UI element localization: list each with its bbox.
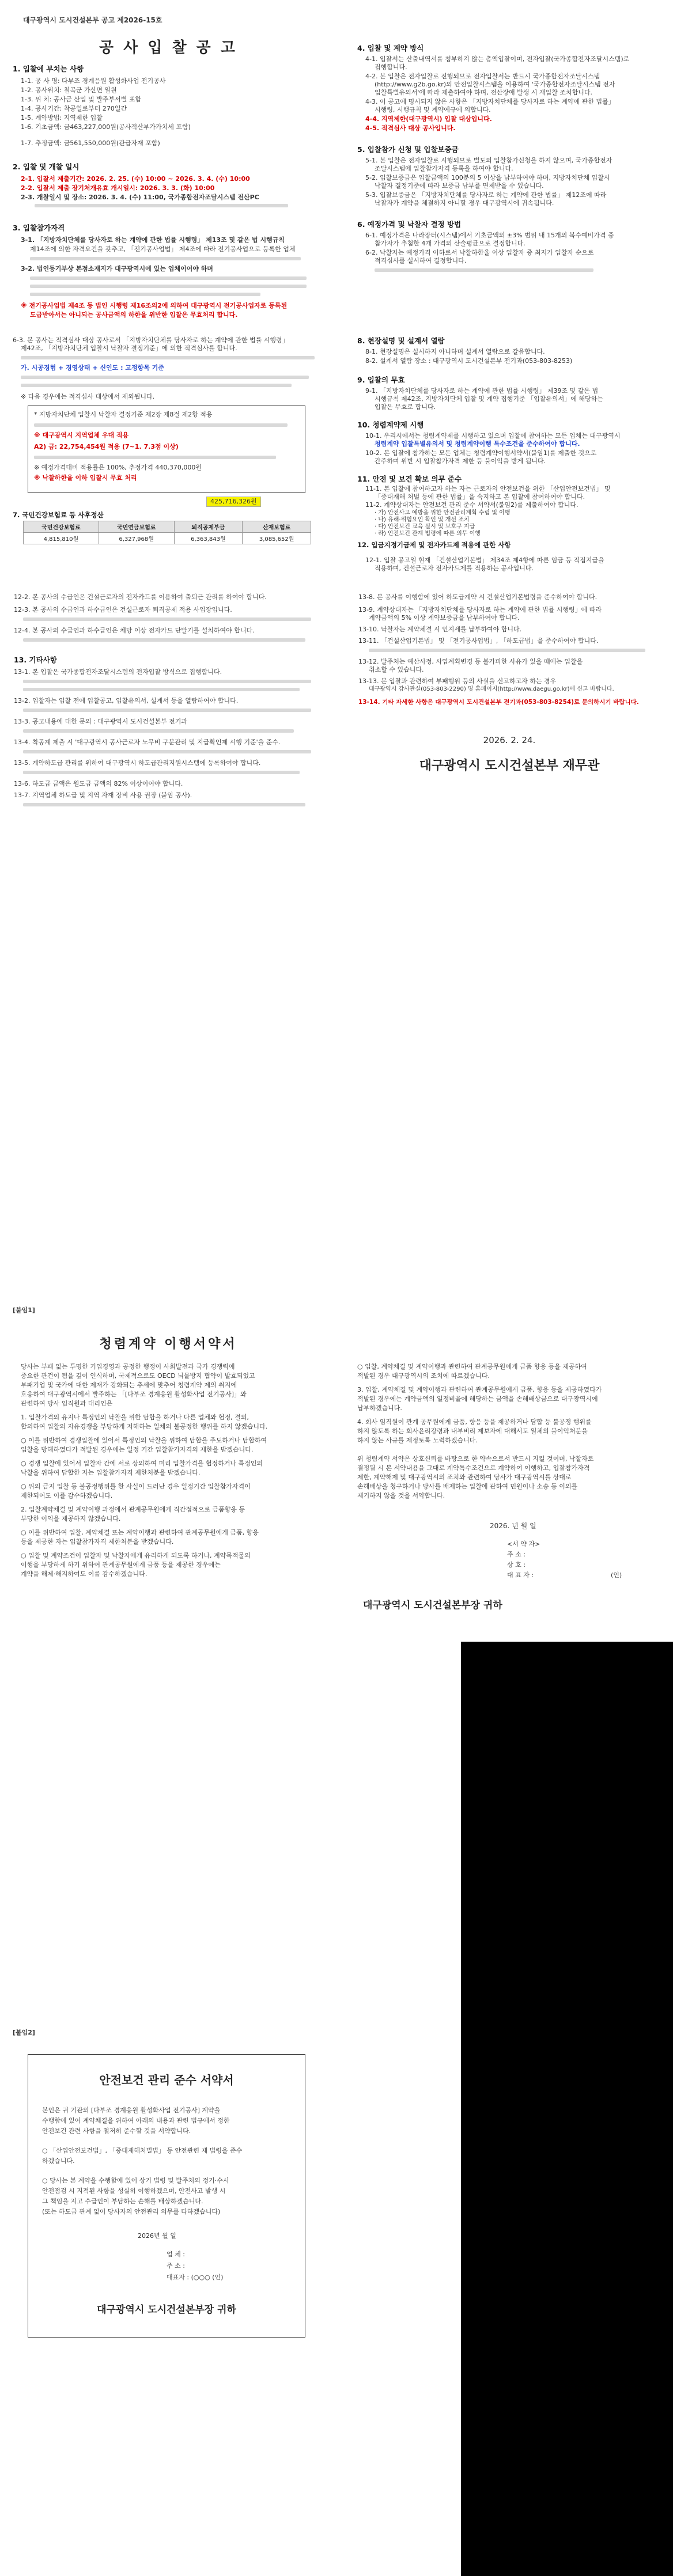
box-line: ※ 낙찰하한율 이하 입찰시 무효 처리 (34, 474, 137, 482)
s6-3-line: 6-3. 본 공사는 적격심사 대상 공사로서 「지방자치단체를 당사자로 하는 계약에 관한 법률 시행령」 (13, 336, 289, 344)
annex1-line: 1. 입찰가격의 유지나 특정인의 낙찰을 위한 담합을 하거나 다른 업체와 협정, 결의, (21, 1414, 249, 1421)
annex1-line: 4. 회사 임직원이 관계 공무원에게 금품, 향응 등을 제공하거나 담합 등 불공정 행위를 (357, 1418, 592, 1426)
cont-line: 계약금액의 5% 이상 계약보증금을 납부하여야 합니다. (369, 614, 520, 622)
annex1-line: ○ 입찰 및 계약조건이 입찰자 및 낙찰자에게 유리하게 되도록 하거나, 계약목적물의 (21, 1552, 251, 1559)
annex1-line: 2. 입찰계약체결 및 계약이행 과정에서 관계공무원에게 직간접적으로 금품향응 등 (21, 1506, 245, 1513)
cont-line: 12-4. 본 공사의 수급인과 하수급인은 체당 이상 전자카드 단말기를 설치하여야 합니다. (14, 627, 255, 634)
insurance-table (23, 521, 311, 544)
notice-page-2 (0, 553, 673, 1296)
annex2-title: 안전보건 관리 준수 서약서 (99, 2073, 234, 2087)
section-13-heading: 13. 기타사항 (14, 656, 57, 664)
s10-line: 10-1. 우리시에서는 청렴계약제를 시행하고 있으며 입찰에 참여하는 모든 업체는 대구광역시 (365, 432, 621, 440)
dark-block (461, 1642, 673, 2016)
s11-line: 11-2. 계약상대자는 안전보건 관리 준수 서약서(붙임2)를 제출하여야 합니다. (365, 501, 579, 509)
annex1-line: 하지 않도록 하는 회사윤리강령과 내부비리 제보자에 대해서도 일체의 불이익처분을 (357, 1427, 588, 1435)
redacted-line (369, 649, 645, 652)
notice-date: 2026. 2. 24. (483, 735, 536, 745)
s12-line: 12-1. 입찰 공고일 현재 「건설산업기본법」 제34조 제4항에 따른 임금 등 직접지급을 (365, 556, 604, 564)
section-6-heading: 6. 예정가격 및 낙찰자 결정 방법 (357, 220, 462, 229)
annex1-line: ○ 경쟁 입찰에 있어서 입찰자 간에 서로 상의하여 미리 입찰가격을 협정하거나 특정인의 (21, 1460, 263, 1467)
s1-line: 1-2. 공사위치: 칠곡군 가산면 일원 (21, 86, 117, 94)
annex2-line: ○ 「산업안전보건법」, 「중대재해처벌법」 등 안전관련 제 법령을 준수 (42, 2147, 243, 2154)
annex1-line: 3. 입찰, 계약체결 및 계약이행과 관련하여 관계공무원에게 금품, 향응 등을 제공하였다가 (357, 1386, 602, 1393)
annex2-line: ○ 당사는 본 계약을 수행함에 있어 상기 법령 및 발주처의 정기·수시 (42, 2177, 229, 2184)
annex1-line: 하지 않는 사규를 제정토록 노력하겠습니다. (357, 1437, 478, 1444)
s8-line: 8-1. 현장설명은 실시하지 아니하며 설계서 열람으로 갈음합니다. (365, 348, 545, 355)
s3-line: 제14조에 의한 자격요건을 갖추고, 「전기공사업법」 제4조에 따라 전기공사업으로 등록한 업체 (30, 245, 296, 253)
annex2-line: 안전점검 시 지적된 사항을 성실히 이행하겠으며, 안전사고 발생 시 (42, 2187, 226, 2195)
sign-label: 주 소 : (507, 1551, 525, 1558)
sign-label: 업 체 : (167, 2251, 185, 2258)
redacted-line (23, 638, 305, 642)
section-2-heading: 2. 입찰 및 개찰 일시 (13, 162, 80, 171)
redacted-line (34, 423, 288, 427)
cont-line: 13-8. 본 공사를 이행함에 있어 하도급계약 시 건설산업기본법령을 준수하여야 합니다. (358, 593, 598, 601)
redacted-line (21, 356, 315, 359)
s11-line: 「중대재해 처벌 등에 관한 법률」을 숙지하고 본 입찰에 참여하여야 합니다. (375, 493, 585, 501)
notice-signature: 대구광역시 도시건설본부 재무관 (419, 759, 600, 773)
annex1-line: 제기하지 않을 것을 서약합니다. (357, 1492, 445, 1499)
redacted-line (23, 688, 300, 691)
s5-line: 5-2. 입찰보증금은 입찰금액의 100분의 5 이상을 납부하여야 하며, 지방자치단체 입찰시 (365, 174, 610, 181)
s6-line: 6-1. 예정가격은 나라장터(시스템)에서 기초금액의 ±3% 범위 내 15개의 복수예비가격 중 (365, 232, 614, 239)
annex2-line: (또는 하도급 관계 없이 당사자의 안전관리 의무를 다하겠습니다) (42, 2208, 221, 2215)
table-cell: 6,327,968원 (99, 533, 174, 544)
s8-line: 8-2. 설계서 열람 장소 : 대구광역시 도시건설본부 전기과(053-803-8253) (365, 357, 573, 365)
table-cell: 3,085,652원 (243, 533, 311, 544)
annex1-line: 위 청렴계약 서약은 상호신뢰를 바탕으로 한 약속으로서 반드시 지킬 것이며, 낙찰자로 (357, 1455, 594, 1463)
annex1-line: ○ 위의 금지 입찰 등 불공정행위를 한 사실이 드러난 경우 일정기간 입찰참가자격이 (21, 1483, 251, 1490)
s5-line: 5-1. 본 입찰은 전자입찰로 시행되므로 별도의 입찰참가신청을 하지 않으며, 국가종합전자 (365, 157, 612, 164)
table-header: 국민연금보험료 (99, 521, 174, 533)
s2-line: 2-3. 개찰일시 및 장소: 2026. 3. 4. (수) 11:00, 국가종합전자조달시스템 전산PC (21, 194, 259, 201)
section-11-heading: 11. 안전 및 보건 확보 의무 준수 (357, 475, 462, 483)
s1-line: 1-5. 계약방법: 지역제한 입찰 (21, 114, 103, 122)
cont-line: 12-3. 본 공사의 수급인과 하수급인은 건설근로자 퇴직공제 적용 사업장입니다. (14, 606, 232, 613)
annex1-line: 낙찰을 위하여 담합한 자는 입찰참가자격 제한처분을 받겠습니다. (21, 1469, 201, 1476)
redacted-line (30, 257, 301, 260)
s6-3-line: ※ 다음 경우에는 적격심사 대상에서 제외됩니다. (21, 393, 155, 400)
s4-line: 4-5. 적격심사 대상 공사입니다. (365, 124, 456, 132)
cont-line: 13-12. 발주처는 예산사정, 사업계획변경 등 불가피한 사유가 있을 때에는 입찰을 (358, 658, 583, 665)
annex1-label: [붙임1] (13, 1306, 35, 1314)
highlight-amount: 425,716,326원 (206, 497, 261, 507)
section-8-heading: 8. 현장설명 및 설계서 열람 (357, 336, 445, 345)
annex1-line: 호응하여 대구광역시에서 발주하는 「[다부조 경계응원 활성화사업 전기공사]」와 (21, 1391, 247, 1398)
s12-line: 적용하며, 건설근로자 전자카드제를 적용하는 공사입니다. (375, 565, 534, 572)
section-12-heading: 12. 입금지정기금제 및 전자카드제 적용에 관한 사항 (357, 541, 511, 549)
annex2-label: [붙임2] (13, 2029, 35, 2036)
redacted-line (30, 285, 307, 288)
annex1-line: ○ 이를 위반하여 경쟁입찰에 있어서 특정인의 낙찰을 위하여 담합을 주도하거나 담합하여 (21, 1437, 267, 1444)
s3-line: 3-1. 「지방자치단체를 당사자로 하는 계약에 관한 법률 시행령」 제13조 및 같은 법 시행규칙 (21, 236, 285, 244)
annex1-line: 납부하겠습니다. (357, 1404, 402, 1412)
s3-line: ※ 전기공사업법 제4조 등 법인 시행령 제16조의2에 의하여 대구광역시 전기공사업자로 등록된 (21, 302, 288, 309)
s11-line: · 나) 유해·위험요인 확인 및 개선 조치 (375, 517, 470, 523)
cont-line: 13-13. 본 입찰과 관련하여 부패행위 등의 사실을 신고하고자 하는 경우 (358, 677, 557, 685)
redacted-line (23, 803, 305, 806)
section-5-heading: 5. 입찰참가 신청 및 입찰보증금 (357, 145, 459, 154)
annex1-addressee: 대구광역시 도시건설본부장 귀하 (363, 1600, 502, 1611)
annex1-line: 제한, 계약해제 및 대구광역시의 조치와 관련하여 당사가 대구광역시를 상대로 (357, 1473, 572, 1481)
s9-line: 입찰은 무효로 합니다. (375, 403, 436, 411)
annex1-line: 부패기업 및 국가에 대한 제재가 강화되는 추세에 맞추어 청렴계약 제의 취지에 (21, 1381, 237, 1389)
s4-line: 4-2. 본 입찰은 전자입찰로 진행되므로 전자입찰서는 반드시 국가종합전자조달시스템 (365, 73, 600, 80)
redacted-line (23, 729, 294, 733)
annex2-page (0, 2016, 673, 2576)
annex1-line: ○ 입찰, 계약체결 및 계약이행과 관련하여 관계공무원에게 금품 향응 등을 제공하여 (357, 1363, 587, 1370)
annex2-date: 2026년 월 일 (138, 2232, 176, 2240)
table-cell: 4,815,810원 (24, 533, 99, 544)
annex1-line: 적발된 경우 대구광역시의 조치에 따르겠습니다. (357, 1372, 490, 1380)
cont-line: 취소할 수 있습니다. (369, 666, 424, 673)
seal-mark: (인) (611, 1571, 622, 1579)
s3-line: 3-2. 법인등기부상 본점소재지가 대구광역시에 있는 업체이어야 하며 (21, 265, 213, 272)
annex1-title: 청렴계약 이행서약서 (99, 1337, 237, 1351)
sign-label: 대 표 자 : (507, 1571, 534, 1579)
s5-line: 낙찰자가 계약을 체결하지 아니할 경우 대구광역시에 귀속됩니다. (375, 199, 554, 207)
s6-line: 6-2. 낙찰자는 예정가격 이하로서 낙찰하한율 이상 입찰자 중 최저가 입찰자 순으로 (365, 249, 594, 256)
cont-line: 13-2. 입찰자는 입찰 전에 입찰공고, 입찰유의서, 설계서 등을 열람하여야 합니다. (14, 697, 239, 704)
table-header: 국민건강보험료 (24, 521, 99, 533)
redacted-line (23, 750, 311, 753)
redacted-line (35, 204, 288, 207)
cont-line: 13-9. 계약상대자는 「지방자치단체를 당사자로 하는 계약에 관한 법률 시행령」에 따라 (358, 606, 602, 613)
sign-label: 상 호 : (507, 1561, 525, 1569)
redacted-line (23, 771, 300, 774)
cont-line: 13-1. 본 입찰은 국가종합전자조달시스템의 전자입찰 방식으로 집행합니다. (14, 668, 222, 676)
annex1-line: 계약을 해제·해지하여도 이를 감수하겠습니다. (21, 1570, 148, 1578)
annex2-frame (28, 2054, 305, 2338)
s1-line: 1-1. 공 사 명: 다부조 경계응원 활성화사업 전기공사 (21, 77, 166, 85)
s4-line: 4-3. 이 공고에 명시되지 않은 사항은 「지방자치단체를 당사자로 하는 계약에 관한 법률」 (365, 98, 615, 105)
annex1-line: 입찰을 방해하였다가 적발된 경우에는 일정 기간 입찰참가자격의 제한을 받겠습니다. (21, 1446, 254, 1453)
criteria-box (28, 406, 305, 493)
annex1-line: 당사는 부패 없는 투명한 기업경영과 공정한 행정이 사회발전과 국가 경쟁력에 (21, 1363, 235, 1370)
s6-line: 참가자가 추첨한 4개 가격의 산술평균으로 결정합니다. (375, 240, 525, 247)
cont-line: 13-7. 지역업체 하도급 및 지역 자재 장비 사용 권장 (붙임 공사). (14, 791, 192, 799)
annex1-page (0, 1296, 673, 2016)
s6-line: 적격심사를 실시하여 결정합니다. (375, 257, 467, 264)
s2-line: 2-1. 입찰서 제출기간: 2026. 2. 25. (수) 10:00 ~ 2026. 3. 4. (수) 10:00 (21, 175, 250, 183)
s11-line: · 라) 안전보건 관계 법령에 따른 의무 이행 (375, 531, 481, 537)
redacted-line (21, 384, 292, 387)
annex2-line: 하겠습니다. (42, 2157, 75, 2165)
redacted-line (375, 268, 593, 272)
table-header: 퇴직공제부금 (174, 521, 243, 533)
s1-line: 1-3. 위 치: 공사금 산입 및 발주부서별 포함 (21, 96, 142, 103)
s3-line: 도급받아서는 아니되는 공사금액의 하한을 위반한 입찰은 무효처리 합니다. (30, 311, 238, 319)
redacted-line (23, 618, 311, 621)
sign-label: 주 소 : (167, 2262, 185, 2270)
cont-line: 13-11. 「건설산업기본법」 및 「전기공사업법」, 「하도급법」을 준수하여야 합니다. (358, 637, 599, 645)
s4-line: 4-4. 지역제한(대구광역시) 입찰 대상입니다. (365, 115, 492, 123)
s1-line: 1-6. 기초금액: 금463,227,000원(공사적산부가가치세 포함) (21, 123, 191, 131)
s1-line: 1-7. 추정금액: 금561,550,000원(관급자재 포함) (21, 139, 160, 147)
s10-line: 10-2. 본 입찰에 참가하는 모든 업체는 청렴계약이행서약서(붙임1)를 제출한 것으로 (365, 449, 597, 457)
s4-line: (http://www.g2b.go.kr)의 안전입찰시스템을 이용하여 '국가종합전자조달시스템 전자 (375, 81, 615, 88)
annex1-line: 제한되어도 이를 감수하겠습니다. (21, 1492, 113, 1499)
annex2-line: 수행함에 있어 계약체결을 위하여 아래의 내용과 관련 법규에서 정한 (42, 2117, 230, 2124)
section-3-heading: 3. 입찰참가자격 (13, 223, 65, 232)
redacted-line (34, 456, 276, 459)
sign-label: 대표자 : (○○○ (인) (167, 2274, 224, 2281)
cont-line: 13-5. 계약하도급 관리를 위하여 대구광역시 하도급관리지원시스템에 등록하여야 합니다. (14, 759, 261, 767)
s10-line: 청렴계약 입찰특별유의서 및 청렴계약이행 특수조건을 준수하여야 합니다. (375, 440, 580, 448)
s5-line: 낙찰자 결정기준에 따라 보증금 납부를 면제받을 수 있습니다. (375, 182, 544, 190)
annex1-line: ○ 이를 위반하여 입찰, 계약체결 또는 계약이행과 관련하여 관계공무원에게 금품, 향응 (21, 1529, 259, 1536)
s11-line: · 가) 안전사고 예방을 위한 안전관리계획 수립 및 이행 (375, 510, 511, 516)
section-4-heading: 4. 입찰 및 계약 방식 (357, 44, 424, 52)
annex1-line: 등을 제공한 자는 입찰참가자격 제한처분을 받겠습니다. (21, 1538, 174, 1545)
box-line: ※ 대구광역시 지역업체 우대 적용 (34, 431, 129, 439)
s5-line: 5-3. 입찰보증금은 「지방자치단체를 당사자로 하는 계약에 관한 법률」 제12조에 따라 (365, 191, 607, 199)
s4-line: 집행합니다. (375, 63, 407, 71)
annex2-line: 본인은 귀 기관의 [다부조 경계응원 활성화사업 전기공사] 계약을 (42, 2107, 221, 2114)
annex1-line: 손해배상을 청구하거나 당사를 배제하는 입찰에 관하여 민원이나 소송 등 이의를 (357, 1483, 578, 1490)
dark-block (461, 2016, 673, 2576)
s4-line: 시행령, 시행규칙 및 계약예규에 의합니다. (375, 106, 491, 113)
redacted-line (21, 376, 309, 379)
box-line: * 지방자치단체 입찰시 낙찰자 결정기준 제2장 제8절 제2항 적용 (34, 411, 213, 418)
section-10-heading: 10. 청렴계약제 시행 (357, 421, 424, 429)
redacted-line (30, 276, 307, 280)
s4-line: 4-1. 입찰서는 산출내역서를 첨부하지 않는 총액입찰이며, 전자입찰(국가종합전자조달시스템)로 (365, 55, 630, 63)
annex1-line: 중요한 관건이 됨을 깊이 인식하며, 국제적으로도 OECD 뇌물방지 협약이 발효되었고 (21, 1372, 255, 1380)
redacted-line (30, 293, 260, 296)
annex1-line: 적발된 경우에는 계약금액의 일정비율에 해당하는 금액을 손해배상금으로 대구광역시에 (357, 1395, 598, 1403)
annex1-line: 결정될 시 본 서약내용을 그대로 계약특수조건으로 계약하여 이행하고, 입찰참가자격 (357, 1464, 590, 1472)
s4-line: 입찰특별유의서'에 따라 제출하여야 하며, 전산장애 발생 시 재입찰 조치합니다. (375, 89, 593, 96)
cont-line: 13-4. 착공계 제출 시 '대구광역시 공사근로자 노무비 구분관리 및 지급확인제 시행 기준'을 준수. (14, 738, 281, 746)
sign-label: <서 약 자> (507, 1540, 540, 1548)
doc-header: 대구광역시 도시건설본부 공고 제2026-15호 (23, 16, 162, 24)
cont-line: 대구광역시 감사관실(053-803-2290) 및 홈페이지(http://www.daegu.go.kr)에 신고 바랍니다. (369, 686, 614, 692)
redacted-line (23, 709, 311, 712)
box-line: ※ 예정가격대비 적용률은 100%, 추정가격 440,370,000원 (34, 464, 202, 471)
annex2-line: 안전보건 관련 사항을 철저히 준수할 것을 서약합니다. (42, 2127, 191, 2135)
cont-line: 13-10. 낙찰자는 계약체결 시 인지세를 납부하여야 합니다. (358, 626, 522, 633)
s11-line: 11-1. 본 입찰에 참여하고자 하는 자는 근로자의 안전보건을 위한 「산업안전보건법」 및 (365, 485, 611, 493)
s6-3-line: 가. 시공경험 + 경영상태 + 신인도 : 고정항목 기준 (21, 364, 164, 372)
annex2-line: 그 책임을 지고 수급인이 부담하는 손해를 배상하겠습니다. (42, 2198, 203, 2205)
s6-3-line: 제42조, 「지방자치단체 입찰시 낙찰자 결정기준」에 의한 적격심사를 합니다. (21, 344, 237, 352)
cont-line: 12-2. 본 공사의 수급인은 건설근로자의 전자카드를 이용하여 출퇴근 관리를 하여야 합니다. (14, 593, 267, 601)
notice-title: 공 사 입 찰 공 고 (99, 39, 237, 56)
cont-line: 13-14. 기타 자세한 사항은 대구광역시 도시건설본부 전기과(053-803-8254)로 문의하시기 바랍니다. (358, 699, 639, 706)
s1-line: 1-4. 공사기간: 착공일로부터 270일간 (21, 105, 127, 112)
s10-line: 간주하며 위반 시 입찰참가자격 제한 등 불이익을 받게 됩니다. (375, 457, 546, 465)
box-line: A2) 금: 22,754,454원 적용 (7~1. 7.3점 이상) (34, 443, 179, 450)
s2-line: 2-2. 입찰서 제출 장기처개유효 개시일시: 2026. 3. 3. (화) 10:00 (21, 184, 215, 192)
annex1-date: 2026. 년 월 일 (490, 1522, 536, 1530)
table-cell: 6,363,843원 (174, 533, 243, 544)
notice-page-1 (0, 0, 673, 553)
annex1-line: 이행을 부당하게 하기 위하여 관계공무원에게 금품 등을 제공한 경우에는 (21, 1561, 221, 1569)
annex2-addressee: 대구광역시 도시건설본부장 귀하 (97, 2304, 236, 2316)
section-1-heading: 1. 입찰에 부치는 사항 (13, 65, 84, 73)
table1-heading: 7. 국민건강보험료 등 사후정산 (13, 511, 104, 519)
s9-line: 시행규칙 제42조, 지방자치단체 입찰 및 계약 집행기준 「입찰유의서」에 해당하는 (375, 395, 603, 403)
annex1-line: 부당한 이익을 제공하지 않겠습니다. (21, 1515, 121, 1522)
s5-line: 조달시스템에 입찰참가자격 등록을 하여야 합니다. (375, 165, 513, 172)
table-header: 산재보험료 (243, 521, 311, 533)
s9-line: 9-1. 「지방자치단체를 당사자로 하는 계약에 관한 법률 시행령」 제39조 및 같은 법 (365, 387, 599, 395)
s11-line: · 다) 안전보건 교육 실시 및 보호구 지급 (375, 524, 475, 530)
section-9-heading: 9. 입찰의 무효 (357, 376, 405, 384)
cont-line: 13-6. 하도급 금액은 원도급 금액의 82% 이상이어야 합니다. (14, 780, 183, 787)
cont-line: 13-3. 공고내용에 대한 문의 : 대구광역시 도시건설본부 전기과 (14, 718, 188, 725)
annex1-line: 관련하여 당사 임직원과 대리인은 (21, 1400, 113, 1407)
annex1-line: 합의하여 입찰의 자유경쟁을 부당하게 저해하는 일체의 불공정한 행위를 하지 않겠습니다. (21, 1423, 268, 1430)
redacted-line (23, 680, 311, 683)
